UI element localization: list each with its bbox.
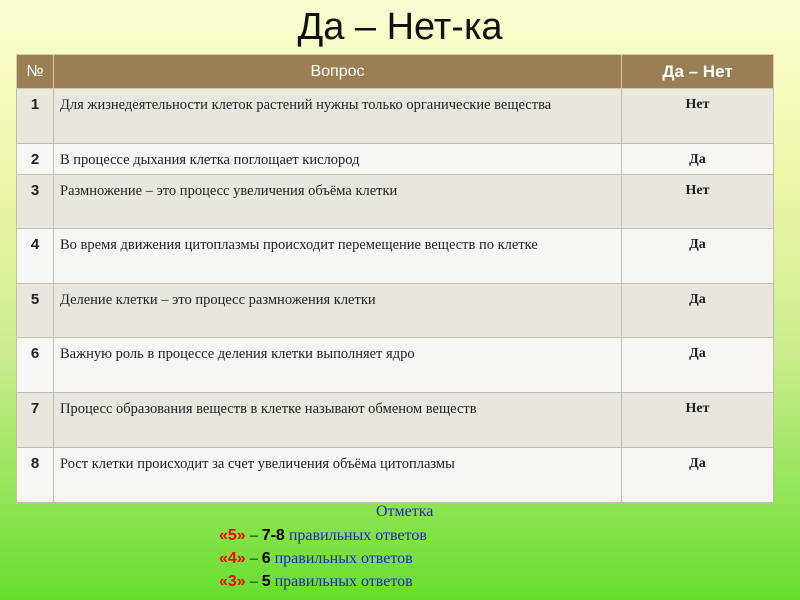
row-question: Размножение – это процесс увеличения объёма клетки	[54, 175, 622, 229]
quiz-table	[16, 54, 774, 503]
grade-range: 6	[261, 550, 271, 567]
grade-dash: –	[245, 527, 262, 544]
row-num: 4	[17, 229, 54, 284]
grade-mark: «5»	[219, 527, 246, 544]
table-row	[17, 89, 774, 144]
grade-range: 7-8	[261, 527, 285, 544]
grading-line	[219, 527, 427, 545]
row-answer: Да	[622, 448, 774, 503]
grade-range: 5	[261, 573, 271, 590]
row-question: Деление клетки – это процесс размножения клетки	[54, 284, 622, 338]
row-num: 5	[17, 284, 54, 338]
row-question: Для жизнедеятельности клеток растений нужны только органические вещества	[54, 89, 622, 144]
table-row	[17, 448, 774, 503]
table-row	[17, 393, 774, 448]
row-answer: Да	[622, 284, 774, 338]
table-row	[17, 338, 774, 393]
grade-text: правильных ответов	[270, 573, 413, 590]
grade-text: правильных ответов	[284, 527, 427, 544]
table-header-row	[17, 55, 774, 89]
table-row	[17, 175, 774, 229]
grade-mark: «3»	[219, 573, 246, 590]
row-num: 1	[17, 89, 54, 144]
row-question: В процессе дыхания клетка поглощает кислород	[54, 144, 622, 175]
row-answer: Да	[622, 229, 774, 284]
grade-text: правильных ответов	[270, 550, 413, 567]
row-answer: Да	[622, 338, 774, 393]
row-question: Рост клетки происходит за счет увеличения объёма цитоплазмы	[54, 448, 622, 503]
row-num: 7	[17, 393, 54, 448]
header-question: Вопрос	[54, 55, 622, 89]
table-row	[17, 284, 774, 338]
row-num: 8	[17, 448, 54, 503]
row-answer: Нет	[622, 393, 774, 448]
row-num: 6	[17, 338, 54, 393]
grading-title: Отметка	[376, 503, 434, 520]
grading-line	[219, 550, 413, 568]
row-question: Процесс образования веществ в клетке называют обменом веществ	[54, 393, 622, 448]
row-num: 2	[17, 144, 54, 175]
row-answer: Да	[622, 144, 774, 175]
grade-mark: «4»	[219, 550, 246, 567]
row-question: Важную роль в процессе деления клетки выполняет ядро	[54, 338, 622, 393]
row-answer: Нет	[622, 175, 774, 229]
table-row	[17, 229, 774, 284]
page-title: Да – Нет-ка	[297, 6, 503, 48]
grading-line	[219, 573, 413, 591]
table-row	[17, 144, 774, 175]
grade-dash: –	[245, 573, 262, 590]
header-answer: Да – Нет	[622, 55, 774, 89]
grade-dash: –	[245, 550, 262, 567]
row-num: 3	[17, 175, 54, 229]
header-num: №	[17, 55, 54, 89]
row-question: Во время движения цитоплазмы происходит перемещение веществ по клетке	[54, 229, 622, 284]
row-answer: Нет	[622, 89, 774, 144]
